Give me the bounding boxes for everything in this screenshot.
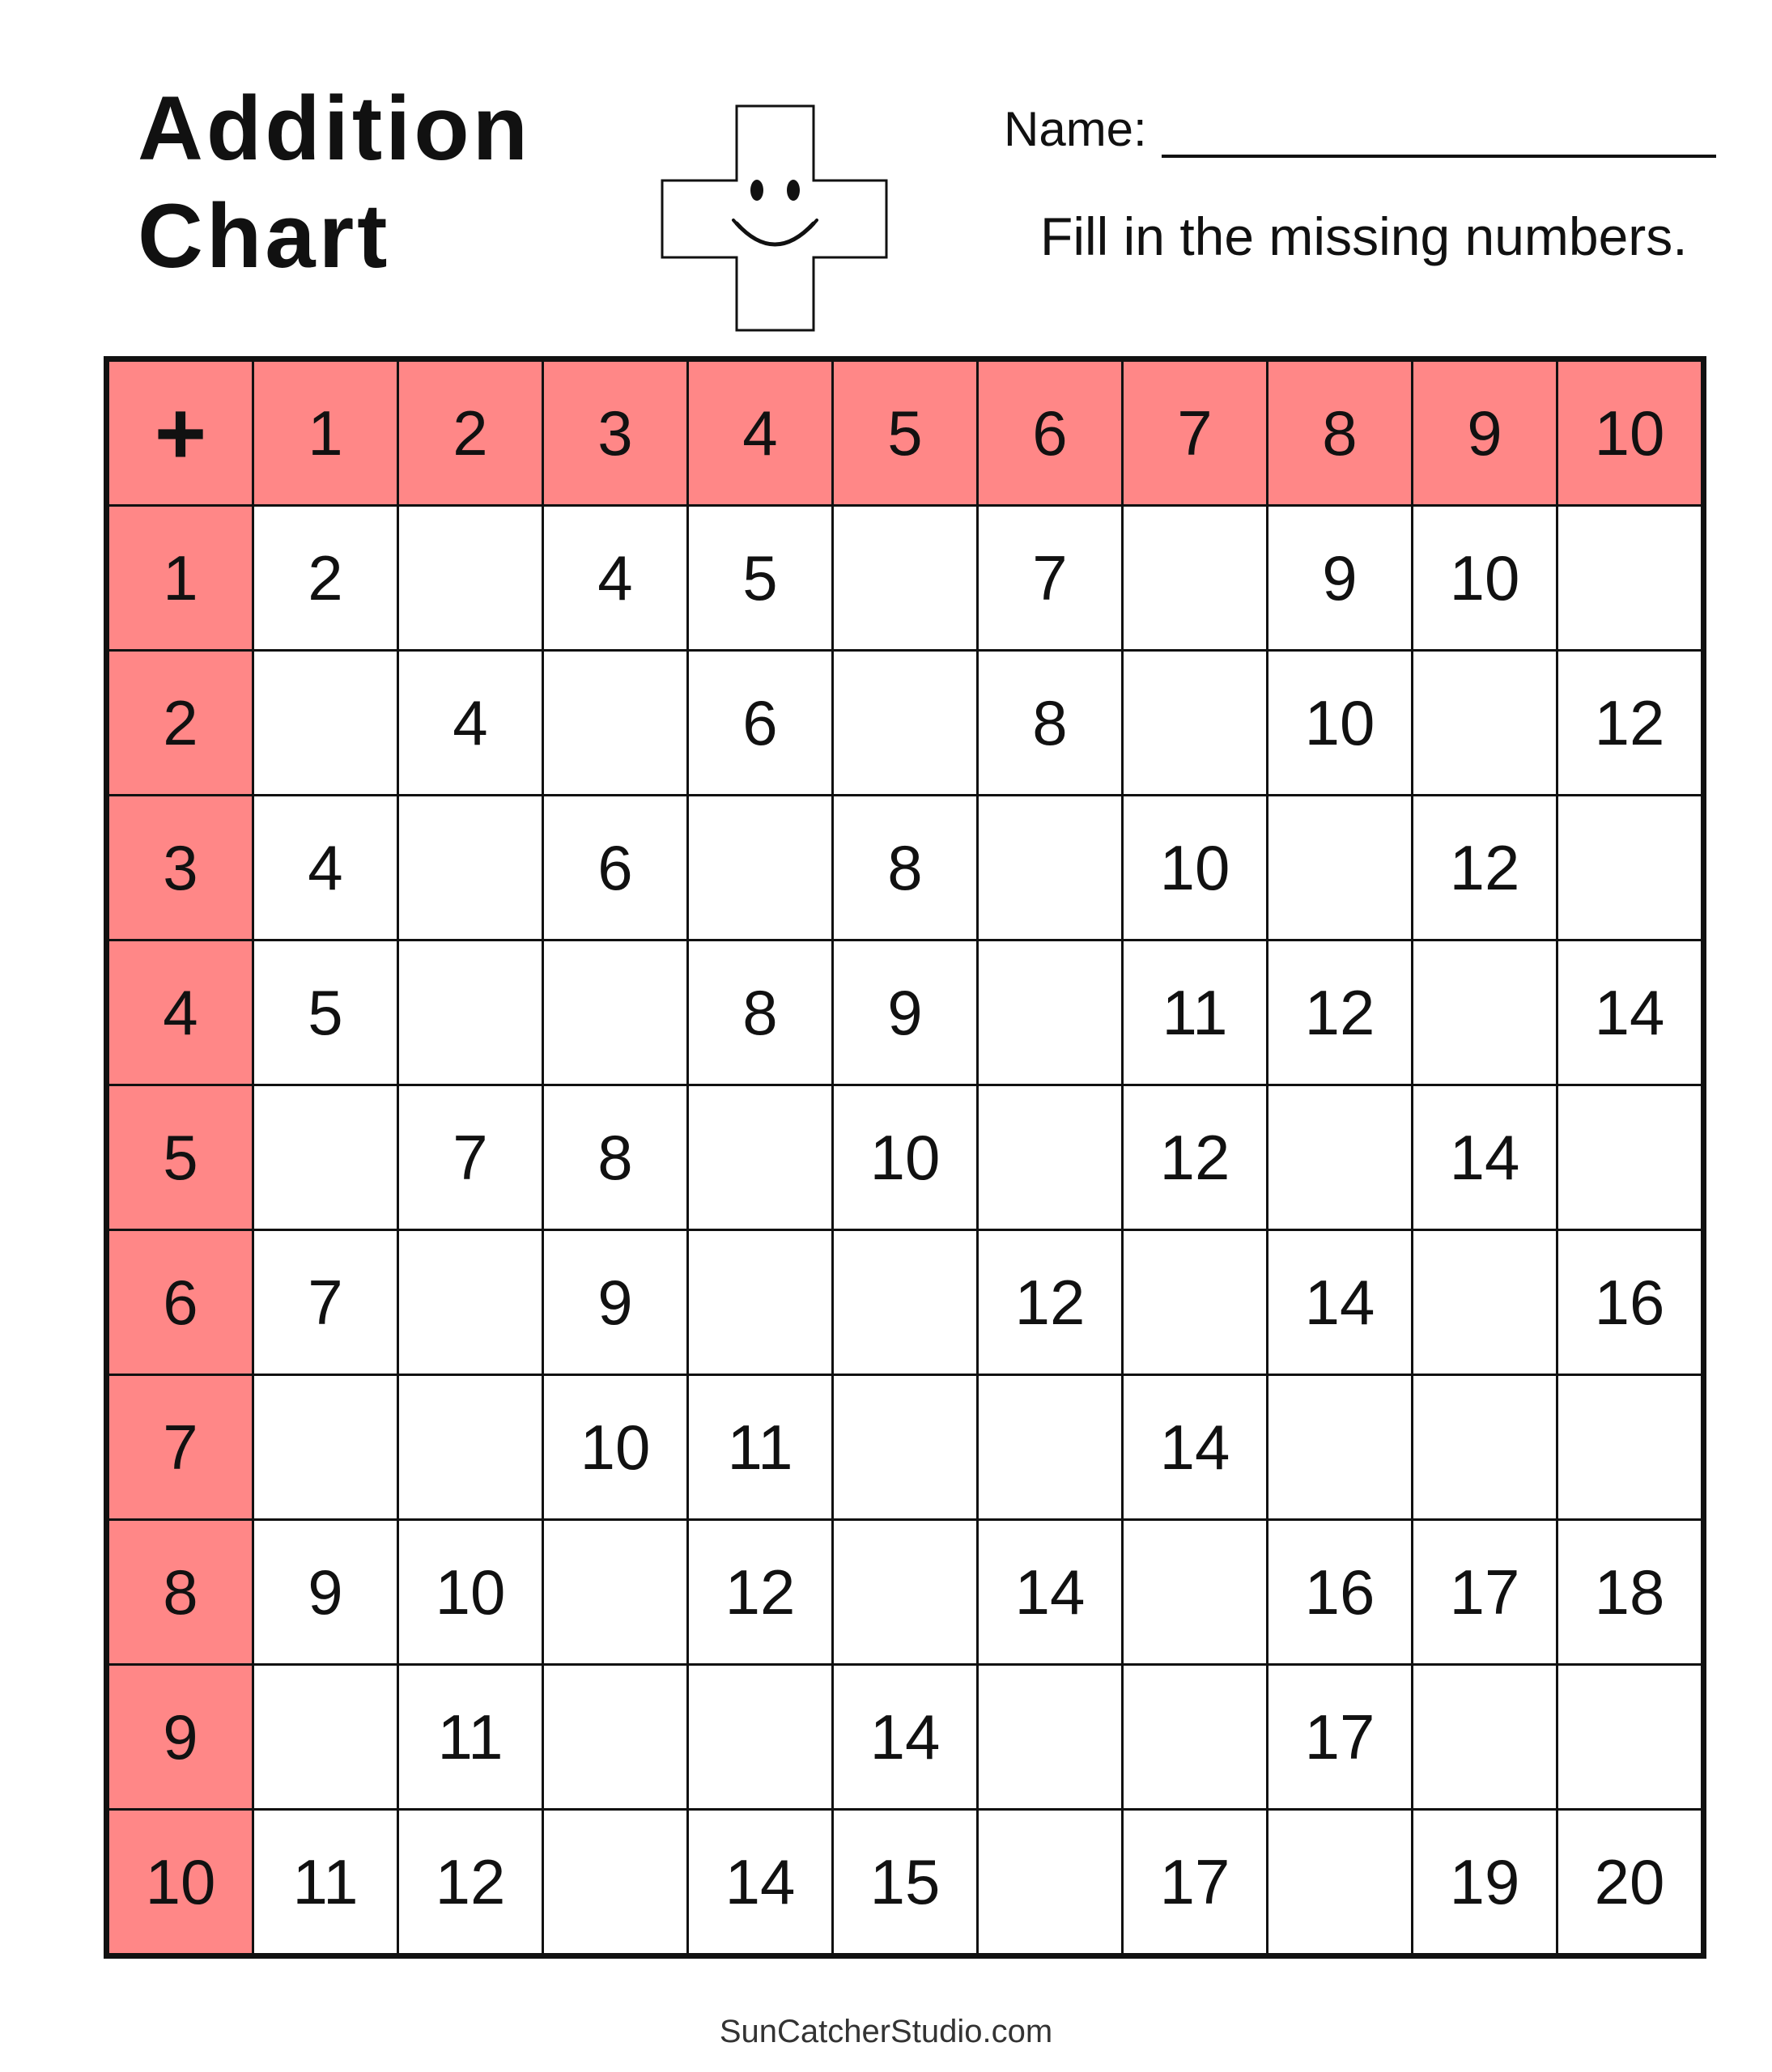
table-row <box>107 1810 1704 1956</box>
sum-cell: 10 <box>543 1375 688 1520</box>
blank-answer-cell[interactable] <box>1123 1230 1268 1375</box>
name-write-line[interactable] <box>1162 106 1716 158</box>
blank-answer-cell[interactable] <box>1268 1085 1413 1230</box>
sum-cell: 12 <box>1268 940 1413 1085</box>
sum-cell: 20 <box>1557 1810 1704 1956</box>
sum-cell: 15 <box>833 1810 978 1956</box>
sum-cell: 12 <box>688 1520 833 1665</box>
column-header: 4 <box>688 359 833 506</box>
blank-answer-cell[interactable] <box>253 651 398 796</box>
table-row <box>107 651 1704 796</box>
blank-answer-cell[interactable] <box>1123 1520 1268 1665</box>
name-label: Name: <box>1004 102 1147 156</box>
blank-answer-cell[interactable] <box>688 1230 833 1375</box>
sum-cell: 7 <box>253 1230 398 1375</box>
table-row <box>107 506 1704 651</box>
column-header: 7 <box>1123 359 1268 506</box>
sum-cell: 9 <box>1268 506 1413 651</box>
blank-answer-cell[interactable] <box>688 1665 833 1810</box>
smiling-plus-sign-icon <box>660 104 890 334</box>
sum-cell: 12 <box>1413 796 1557 940</box>
title-line-2: Chart <box>138 185 391 287</box>
blank-answer-cell[interactable] <box>833 1520 978 1665</box>
blank-answer-cell[interactable] <box>543 1665 688 1810</box>
row-header: 1 <box>107 506 253 651</box>
plus-corner-cell: + <box>107 359 253 506</box>
blank-answer-cell[interactable] <box>398 940 543 1085</box>
table-row <box>107 1230 1704 1375</box>
column-header: 8 <box>1268 359 1413 506</box>
column-header: 1 <box>253 359 398 506</box>
sum-cell: 16 <box>1557 1230 1704 1375</box>
column-header: 5 <box>833 359 978 506</box>
blank-answer-cell[interactable] <box>1557 1665 1704 1810</box>
sum-cell: 8 <box>978 651 1123 796</box>
sum-cell: 11 <box>1123 940 1268 1085</box>
row-header: 9 <box>107 1665 253 1810</box>
blank-answer-cell[interactable] <box>1413 651 1557 796</box>
sum-cell: 6 <box>688 651 833 796</box>
sum-cell: 10 <box>1123 796 1268 940</box>
blank-answer-cell[interactable] <box>1557 1085 1704 1230</box>
blank-answer-cell[interactable] <box>398 796 543 940</box>
addition-table <box>104 356 1706 1959</box>
sum-cell: 12 <box>1557 651 1704 796</box>
blank-answer-cell[interactable] <box>398 1375 543 1520</box>
row-header: 6 <box>107 1230 253 1375</box>
sum-cell: 6 <box>543 796 688 940</box>
sum-cell: 5 <box>253 940 398 1085</box>
sum-cell: 19 <box>1413 1810 1557 1956</box>
sum-cell: 4 <box>543 506 688 651</box>
blank-answer-cell[interactable] <box>688 1085 833 1230</box>
title-line-1: Addition <box>138 78 532 179</box>
column-header: 3 <box>543 359 688 506</box>
table-row <box>107 940 1704 1085</box>
row-header: 10 <box>107 1810 253 1956</box>
sum-cell: 18 <box>1557 1520 1704 1665</box>
sum-cell: 9 <box>543 1230 688 1375</box>
blank-answer-cell[interactable] <box>253 1375 398 1520</box>
sum-cell: 17 <box>1413 1520 1557 1665</box>
blank-answer-cell[interactable] <box>543 1810 688 1956</box>
row-header: 4 <box>107 940 253 1085</box>
blank-answer-cell[interactable] <box>1557 796 1704 940</box>
blank-answer-cell[interactable] <box>1268 1375 1413 1520</box>
sum-cell: 9 <box>253 1520 398 1665</box>
table-row <box>107 796 1704 940</box>
sum-cell: 14 <box>833 1665 978 1810</box>
header-row <box>107 359 1704 506</box>
blank-answer-cell[interactable] <box>1413 940 1557 1085</box>
page-title <box>138 74 531 290</box>
blank-answer-cell[interactable] <box>253 1085 398 1230</box>
sum-cell: 8 <box>833 796 978 940</box>
blank-answer-cell[interactable] <box>253 1665 398 1810</box>
sum-cell: 4 <box>398 651 543 796</box>
sum-cell: 11 <box>253 1810 398 1956</box>
blank-answer-cell[interactable] <box>688 796 833 940</box>
column-header: 2 <box>398 359 543 506</box>
blank-answer-cell[interactable] <box>978 796 1123 940</box>
blank-answer-cell[interactable] <box>543 1520 688 1665</box>
blank-answer-cell[interactable] <box>1557 1375 1704 1520</box>
blank-answer-cell[interactable] <box>833 506 978 651</box>
table-row <box>107 1085 1704 1230</box>
sum-cell: 14 <box>688 1810 833 1956</box>
blank-answer-cell[interactable] <box>833 1375 978 1520</box>
sum-cell: 10 <box>398 1520 543 1665</box>
table-row <box>107 1520 1704 1665</box>
blank-answer-cell[interactable] <box>543 651 688 796</box>
sum-cell: 7 <box>398 1085 543 1230</box>
table-row <box>107 1375 1704 1520</box>
blank-answer-cell[interactable] <box>978 940 1123 1085</box>
instructions: Fill in the missing numbers. <box>1040 206 1688 266</box>
blank-answer-cell[interactable] <box>833 1230 978 1375</box>
sum-cell: 2 <box>253 506 398 651</box>
sum-cell: 16 <box>1268 1520 1413 1665</box>
sum-cell: 14 <box>1557 940 1704 1085</box>
column-header: 9 <box>1413 359 1557 506</box>
sum-cell: 8 <box>688 940 833 1085</box>
blank-answer-cell[interactable] <box>1123 506 1268 651</box>
blank-answer-cell[interactable] <box>1557 506 1704 651</box>
column-header: 10 <box>1557 359 1704 506</box>
sum-cell: 14 <box>1413 1085 1557 1230</box>
sum-cell: 11 <box>398 1665 543 1810</box>
blank-answer-cell[interactable] <box>398 506 543 651</box>
sum-cell: 10 <box>833 1085 978 1230</box>
row-header: 5 <box>107 1085 253 1230</box>
name-field <box>1004 101 1716 158</box>
row-header: 2 <box>107 651 253 796</box>
blank-answer-cell[interactable] <box>1413 1230 1557 1375</box>
blank-answer-cell[interactable] <box>1123 1665 1268 1810</box>
blank-answer-cell[interactable] <box>978 1375 1123 1520</box>
blank-answer-cell[interactable] <box>1268 1810 1413 1956</box>
row-header: 8 <box>107 1520 253 1665</box>
sum-cell: 11 <box>688 1375 833 1520</box>
sum-cell: 7 <box>978 506 1123 651</box>
table-row <box>107 1665 1704 1810</box>
sum-cell: 12 <box>398 1810 543 1956</box>
blank-answer-cell[interactable] <box>978 1085 1123 1230</box>
blank-answer-cell[interactable] <box>1123 651 1268 796</box>
blank-answer-cell[interactable] <box>833 651 978 796</box>
sum-cell: 10 <box>1268 651 1413 796</box>
sum-cell: 12 <box>1123 1085 1268 1230</box>
footer-credit: SunCatcherStudio.com <box>719 2014 1053 2049</box>
blank-answer-cell[interactable] <box>398 1230 543 1375</box>
blank-answer-cell[interactable] <box>1268 796 1413 940</box>
sum-cell: 17 <box>1268 1665 1413 1810</box>
sum-cell: 14 <box>978 1520 1123 1665</box>
blank-answer-cell[interactable] <box>978 1810 1123 1956</box>
column-header: 6 <box>978 359 1123 506</box>
sum-cell: 14 <box>1123 1375 1268 1520</box>
row-header: 7 <box>107 1375 253 1520</box>
blank-answer-cell[interactable] <box>543 940 688 1085</box>
sum-cell: 5 <box>688 506 833 651</box>
sum-cell: 10 <box>1413 506 1557 651</box>
blank-answer-cell[interactable] <box>1413 1665 1557 1810</box>
sum-cell: 12 <box>978 1230 1123 1375</box>
sum-cell: 17 <box>1123 1810 1268 1956</box>
sum-cell: 8 <box>543 1085 688 1230</box>
sum-cell: 9 <box>833 940 978 1085</box>
blank-answer-cell[interactable] <box>978 1665 1123 1810</box>
sum-cell: 14 <box>1268 1230 1413 1375</box>
sum-cell: 4 <box>253 796 398 940</box>
row-header: 3 <box>107 796 253 940</box>
blank-answer-cell[interactable] <box>1413 1375 1557 1520</box>
